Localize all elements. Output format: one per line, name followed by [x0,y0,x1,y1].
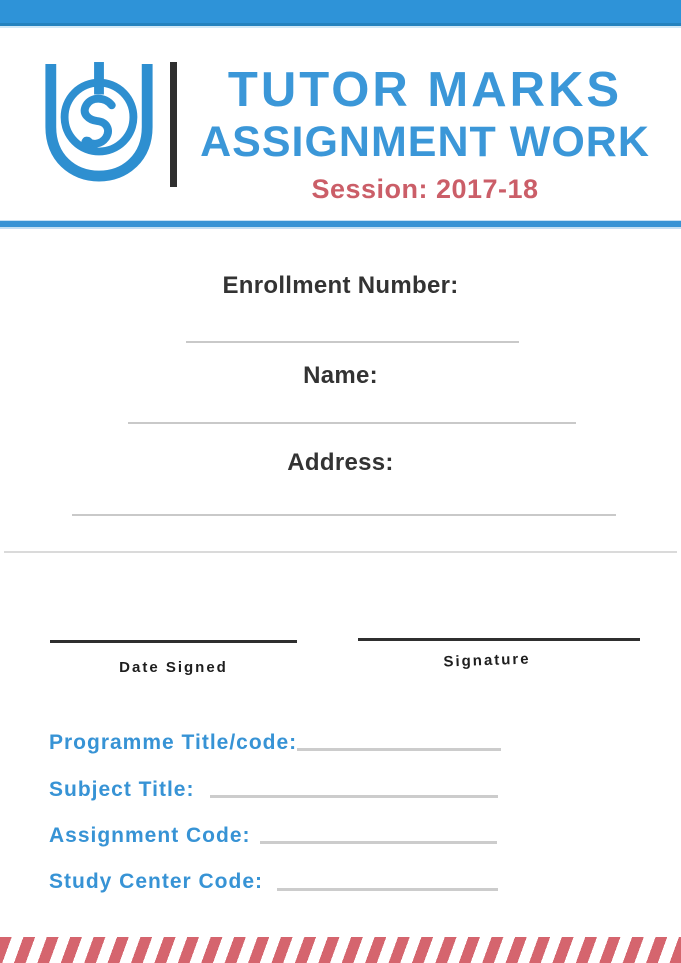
enrollment-number-blank-line [186,341,519,343]
subject-title-blank-line [210,795,498,798]
session-label: Session: 2017-18 [311,174,539,204]
address-blank-line [72,514,616,516]
study-center-code-blank-line [277,888,498,891]
footer-stripes-decoration [0,937,681,963]
assignment-code-label: Assignment Code: [49,824,251,847]
assignment-code-blank-line [260,841,497,844]
study-center-code-label: Study Center Code: [49,870,264,893]
top-banner-bar [0,0,681,23]
page-title-line1: TUTOR MARKS [227,63,623,117]
date-signed-label: Date Signed [119,659,228,676]
header-title-block [193,63,657,205]
top-banner-edge-light [0,26,681,28]
header-divider-bar [0,220,681,229]
name-blank-line [128,422,576,424]
page-title-line2: ASSIGNMENT WORK [200,118,650,166]
name-label: Name: [303,362,378,389]
signature-line [358,638,640,641]
address-label: Address: [287,449,394,476]
header-separator-bar [170,62,177,187]
section-divider-line [4,551,677,553]
enrollment-number-label: Enrollment Number: [222,272,459,299]
signature-label: Signature [443,650,531,671]
date-signed-line [50,640,297,643]
subject-title-label: Subject Title: [49,778,195,801]
ignou-logo-icon [40,61,158,183]
programme-title-code-blank-line [297,748,501,751]
programme-title-code-label: Programme Title/code: [49,731,298,754]
